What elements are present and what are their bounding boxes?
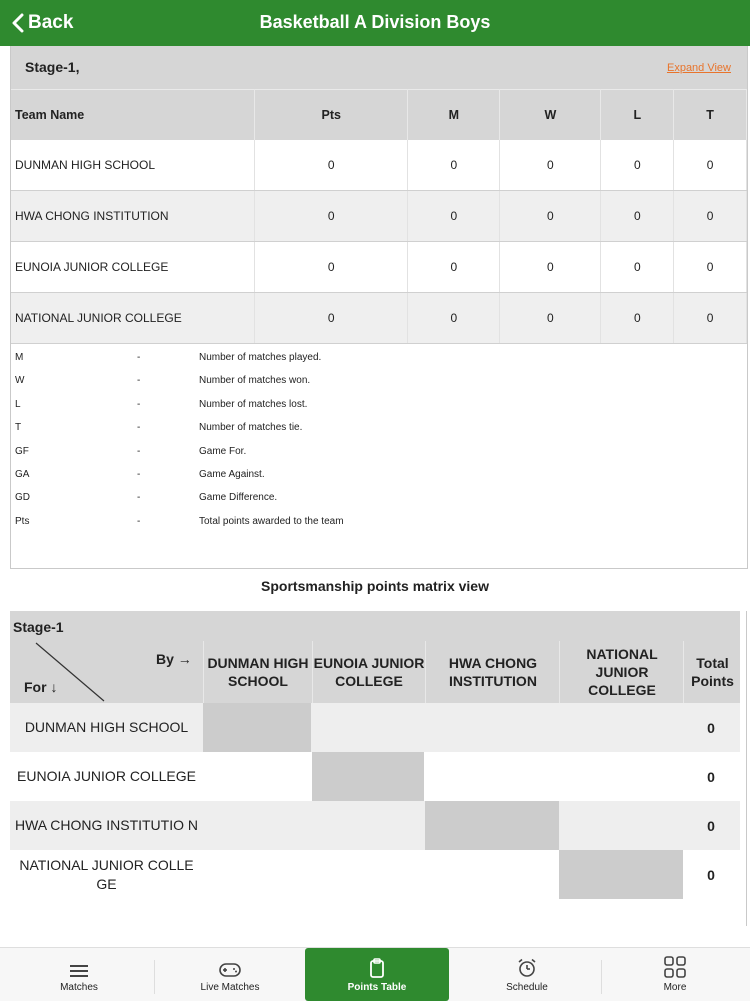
legend-row	[15, 371, 735, 394]
tab-schedule[interactable]	[452, 948, 602, 1001]
legend-row	[15, 395, 735, 418]
tab-label: Live Matches	[200, 982, 260, 993]
matrix-self-cell	[425, 801, 559, 850]
tab-matches[interactable]	[4, 948, 154, 1001]
matrix-col-total: Total Points	[683, 641, 741, 703]
w-cell: 0	[500, 293, 601, 344]
alarm-clock-icon	[517, 958, 537, 978]
menu-lines-icon	[70, 964, 88, 978]
legend-dash: -	[137, 352, 141, 363]
legend-dash: -	[137, 445, 141, 457]
expand-view-link[interactable]: Expand View	[666, 62, 731, 74]
grid-icon	[664, 956, 686, 978]
tab-label: Points Table	[347, 982, 407, 993]
stage-bar	[11, 46, 747, 89]
legend-abbr: W	[15, 375, 25, 387]
matrix-col-hwa-chong: HWA CHONG INSTITUTION	[425, 641, 560, 703]
matrix-col-dunman: DUNMAN HIGH SCHOOL	[203, 641, 312, 703]
m-cell: 0	[408, 140, 500, 191]
abbreviation-legend	[15, 348, 735, 535]
col-pts: Pts	[255, 90, 408, 141]
l-cell: 0	[601, 140, 674, 191]
legend-desc: Number of matches lost.	[199, 398, 308, 410]
bottom-tab-bar	[0, 947, 750, 1001]
legend-dash: -	[137, 492, 141, 504]
legend-dash: -	[137, 468, 141, 480]
matrix-row-total: 0	[707, 817, 715, 834]
legend-abbr: GA	[15, 468, 30, 480]
legend-abbr: GD	[15, 492, 30, 504]
matrix-row-total: 0	[707, 866, 715, 883]
standings-card	[10, 46, 748, 569]
matrix-self-cell	[559, 850, 683, 899]
t-cell: 0	[674, 191, 747, 242]
m-cell: 0	[408, 293, 500, 344]
legend-abbr: GF	[15, 445, 29, 457]
legend-desc: Number of matches played.	[199, 352, 322, 363]
col-t: T	[674, 90, 747, 141]
legend-desc: Number of matches tie.	[199, 422, 303, 434]
team-name-cell: DUNMAN HIGH SCHOOL	[11, 140, 255, 191]
legend-row	[15, 488, 735, 511]
stage-label: Stage-1,	[25, 59, 80, 75]
legend-row	[15, 465, 735, 488]
legend-dash: -	[137, 422, 141, 434]
l-cell: 0	[601, 293, 674, 344]
legend-desc: Total points awarded to the team	[199, 515, 344, 527]
pts-cell: 0	[255, 293, 408, 344]
matrix-self-cell	[203, 703, 311, 752]
col-m: M	[408, 90, 500, 141]
matrix-row-total: 0	[707, 719, 715, 736]
clipboard-icon	[369, 958, 385, 978]
matrix-row-team: NATIONAL JUNIOR COLLE GE	[19, 856, 194, 892]
legend-desc: Game Against.	[199, 468, 265, 480]
tab-more[interactable]	[600, 948, 750, 1001]
legend-row	[15, 512, 735, 535]
page-title: Basketball A Division Boys	[259, 12, 491, 32]
legend-abbr: Pts	[15, 515, 30, 527]
legend-row	[15, 348, 735, 371]
team-name-cell: HWA CHONG INSTITUTION	[11, 191, 255, 242]
tab-label: More	[663, 982, 687, 993]
table-row	[11, 242, 747, 293]
matrix-col-eunoia: EUNOIA JUNIOR COLLEGE	[312, 641, 425, 703]
matrix-self-cell	[312, 752, 424, 801]
m-cell: 0	[408, 191, 500, 242]
legend-row	[15, 418, 735, 441]
matrix-title: Sportsmanship points matrix view	[261, 578, 489, 594]
t-cell: 0	[674, 242, 747, 293]
standings-table	[11, 89, 747, 344]
matrix-col-national: NATIONAL JUNIOR COLLEGE	[559, 641, 684, 703]
legend-desc: Number of matches won.	[199, 375, 311, 387]
pts-cell: 0	[255, 242, 408, 293]
m-cell: 0	[408, 242, 500, 293]
tab-points-table[interactable]	[305, 948, 449, 1001]
legend-desc: Game Difference.	[199, 492, 278, 504]
team-name-cell: EUNOIA JUNIOR COLLEGE	[11, 242, 255, 293]
tab-label: Matches	[60, 982, 98, 993]
w-cell: 0	[500, 242, 601, 293]
matrix-row	[10, 850, 740, 899]
matrix-row-team: EUNOIA JUNIOR COLLEGE	[17, 768, 196, 784]
matrix-row-total: 0	[707, 768, 715, 785]
legend-row	[15, 442, 735, 465]
matrix-header	[10, 611, 740, 703]
l-cell: 0	[601, 242, 674, 293]
pts-cell: 0	[255, 140, 408, 191]
legend-dash: -	[137, 515, 141, 527]
matrix-row-team: HWA CHONG INSTITUTIO N	[14, 817, 199, 833]
matrix-row	[10, 801, 740, 850]
table-row	[11, 293, 747, 344]
matrix-row-team: DUNMAN HIGH SCHOOL	[24, 719, 189, 735]
w-cell: 0	[500, 191, 601, 242]
l-cell: 0	[601, 191, 674, 242]
col-w: W	[500, 90, 601, 141]
tab-live-matches[interactable]	[155, 948, 305, 1001]
table-row	[11, 191, 747, 242]
sportsmanship-matrix	[10, 611, 747, 926]
t-cell: 0	[674, 293, 747, 344]
col-team-name: Team Name	[11, 90, 255, 141]
matrix-row	[10, 703, 740, 752]
legend-desc: Game For.	[199, 445, 247, 457]
w-cell: 0	[500, 140, 601, 191]
t-cell: 0	[674, 140, 747, 191]
table-row	[11, 140, 747, 191]
by-label: By →	[156, 651, 192, 667]
matrix-row	[10, 752, 740, 801]
back-label: Back	[28, 12, 74, 33]
gamepad-icon	[219, 962, 241, 978]
app-header	[0, 0, 750, 46]
legend-dash: -	[137, 398, 141, 410]
tab-label: Schedule	[506, 982, 548, 993]
for-label: For ↓	[24, 679, 58, 695]
team-name-cell: NATIONAL JUNIOR COLLEGE	[11, 293, 255, 344]
pts-cell: 0	[255, 191, 408, 242]
col-l: L	[601, 90, 674, 141]
matrix-stage-label: Stage-1	[13, 619, 64, 635]
standings-header-row	[11, 90, 747, 141]
legend-abbr: M	[15, 352, 24, 363]
legend-dash: -	[137, 375, 141, 387]
legend-abbr: T	[15, 422, 22, 434]
legend-abbr: L	[15, 398, 21, 410]
